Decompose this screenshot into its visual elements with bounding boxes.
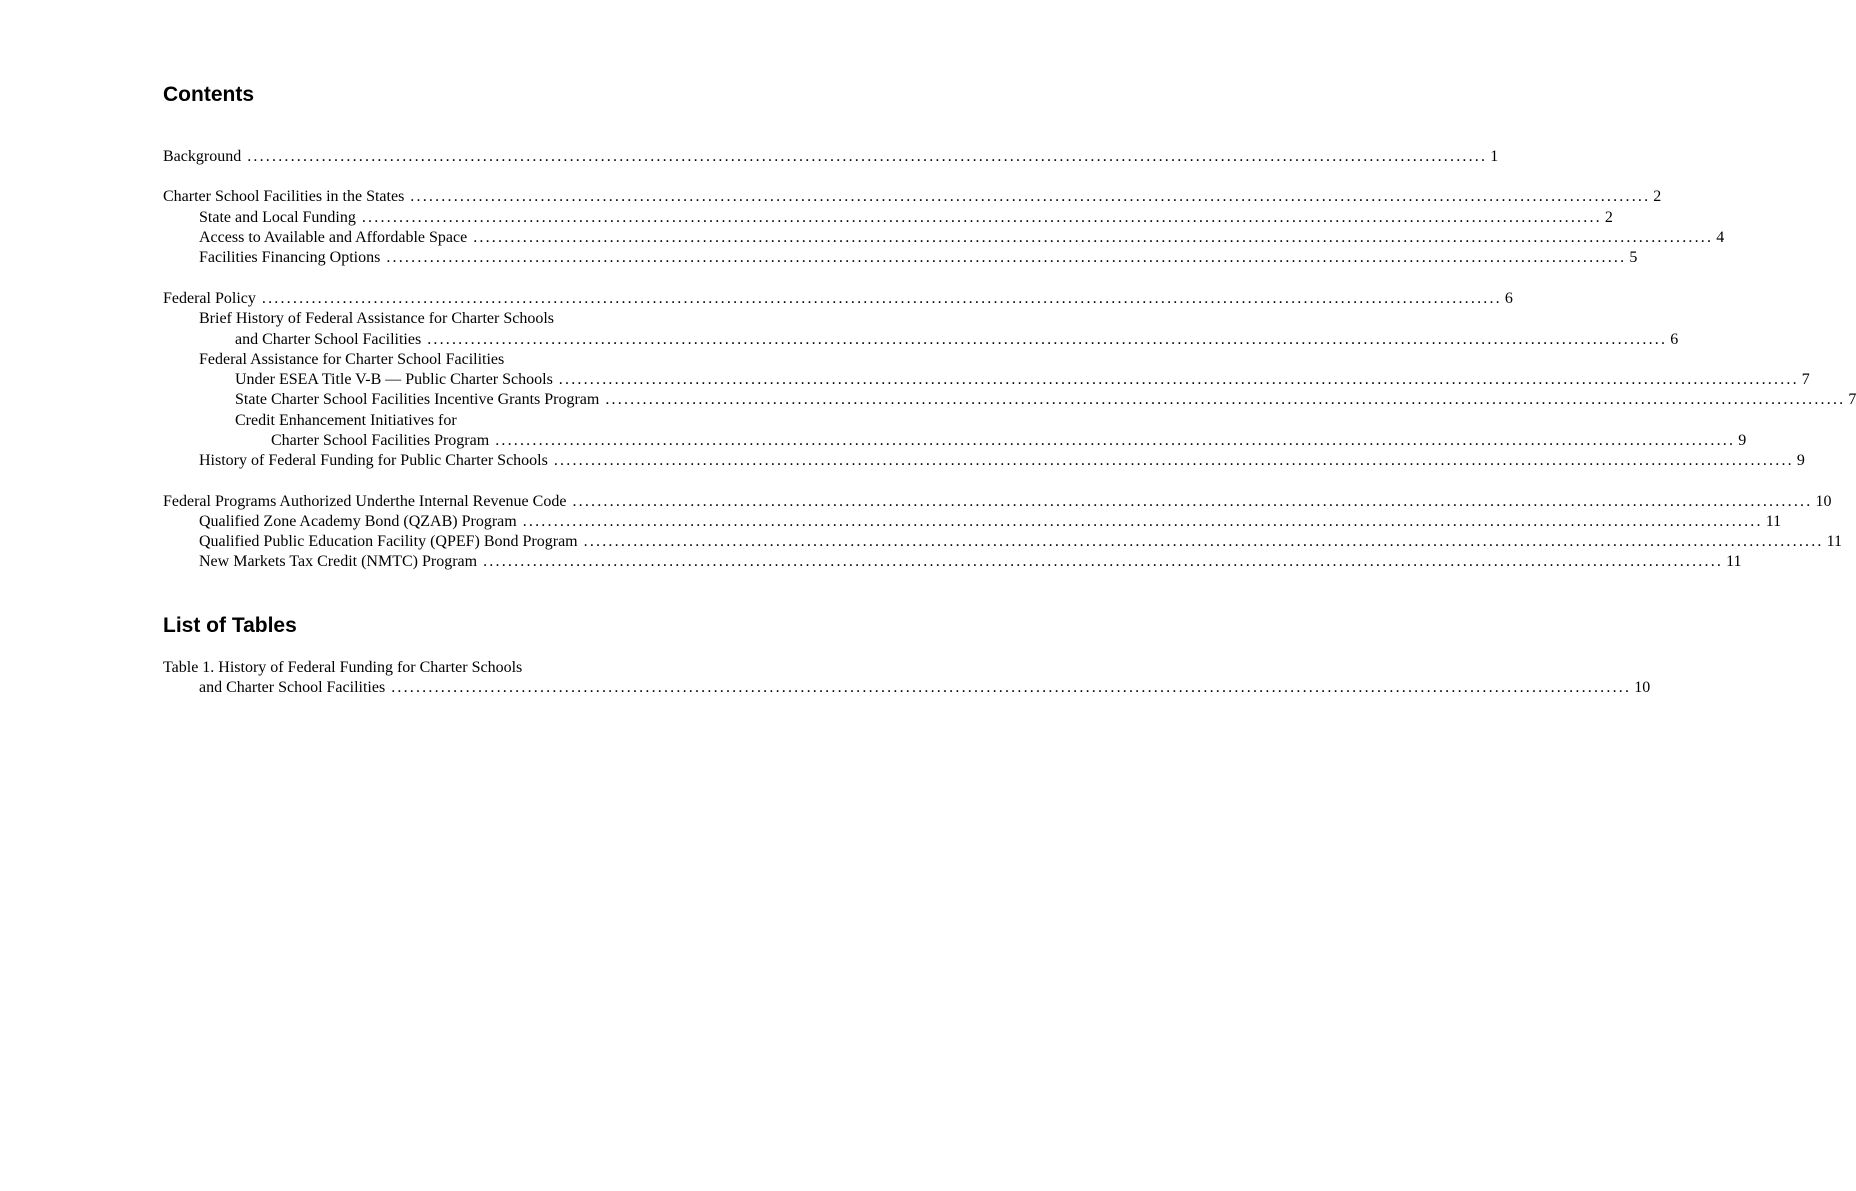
toc-entry-title: Under ESEA Title V-B — Public Charter Schools <box>235 371 553 388</box>
dot-leader: ........................................................................................................................................................................................................ <box>410 188 1651 205</box>
dot-leader: ........................................................................................................................................................................................................ <box>427 331 1668 348</box>
toc-entry-brief-history-line1: Brief History of Federal Assistance for Charter Schools <box>199 310 555 327</box>
dot-leader: ........................................................................................................................................................................................................ <box>605 391 1846 408</box>
toc-entry-page: 7 <box>1801 371 1810 388</box>
dot-leader: ........................................................................................................................................................................................................ <box>583 533 1824 550</box>
toc-entry-title: Charter School Facilities in the States <box>163 188 405 205</box>
toc-entry-title: State and Local Funding <box>199 209 356 226</box>
toc-entry-brief-history-line2 <box>235 330 1679 350</box>
toc-entry-page: 7 <box>1848 391 1856 408</box>
table-entry-line1: Table 1. History of Federal Funding for Charter Schools <box>163 659 523 676</box>
toc-entry-title: Federal Policy <box>163 290 256 307</box>
toc-entry-charter-school-facilities <box>163 187 1662 207</box>
toc-entry-esea-title <box>235 370 1810 390</box>
toc-entry-page: 2 <box>1653 188 1662 205</box>
toc-entry-page: 1 <box>1490 148 1499 165</box>
dot-leader: ........................................................................................................................................................................................................ <box>572 493 1813 510</box>
toc-entry-irc-programs <box>163 492 1832 512</box>
toc-entry-page: 11 <box>1726 553 1742 570</box>
toc-entry-federal-policy <box>163 289 1513 309</box>
list-of-tables-heading: List of Tables <box>163 614 297 637</box>
dot-leader: ........................................................................................................................................................................................................ <box>553 452 1794 469</box>
dot-leader: ........................................................................................................................................................................................................ <box>247 148 1488 165</box>
toc-entry-title: Charter School Facilities Program <box>271 432 490 449</box>
toc-entry-incentive-grants <box>235 390 1856 410</box>
toc-entry-credit-enhancement: Credit Enhancement Initiatives for <box>235 412 457 429</box>
toc-entry-title: Background <box>163 148 242 165</box>
toc-entry-page: 10 <box>1634 679 1651 696</box>
dot-leader: ........................................................................................................................................................................................................ <box>361 209 1602 226</box>
toc-entry-title: Qualified Public Education Facility (QPEF) Bond Program <box>199 533 578 550</box>
toc-entry-title: and Charter School Facilities <box>235 331 422 348</box>
toc-entry-qpef <box>199 532 1843 552</box>
toc-entry-page: 6 <box>1504 290 1513 307</box>
dot-leader: ........................................................................................................................................................................................................ <box>386 249 1627 266</box>
toc-entry-title: History of Federal Funding for Public Charter Schools <box>199 452 548 469</box>
toc-entry-title: Access to Available and Affordable Space <box>199 229 468 246</box>
toc-entry-page: 2 <box>1604 209 1613 226</box>
toc-entry-federal-assistance: Federal Assistance for Charter School Facilities <box>199 351 505 368</box>
dot-leader: ........................................................................................................................................................................................................ <box>558 371 1799 388</box>
toc-entry-page: 4 <box>1716 229 1725 246</box>
toc-entry-facilities-program <box>271 431 1747 451</box>
toc-entry-page: 11 <box>1826 533 1843 550</box>
dot-leader: ........................................................................................................................................................................................................ <box>483 553 1724 570</box>
dot-leader: ........................................................................................................................................................................................................ <box>261 290 1502 307</box>
toc-entry-access-space <box>199 228 1725 248</box>
toc-entry-title: Federal Programs Authorized Underthe Internal Revenue Code <box>163 493 567 510</box>
dot-leader: ........................................................................................................................................................................................................ <box>473 229 1714 246</box>
toc-entry-page: 9 <box>1796 452 1805 469</box>
table-entry-line2 <box>199 678 1651 698</box>
toc-entry-title: State Charter School Facilities Incentive Grants Program <box>235 391 600 408</box>
dot-leader: ........................................................................................................................................................................................................ <box>522 513 1763 530</box>
toc-entry-page: 5 <box>1629 249 1638 266</box>
toc-entry-title: New Markets Tax Credit (NMTC) Program <box>199 553 478 570</box>
toc-entry-page: 6 <box>1670 331 1679 348</box>
toc-entry-title: and Charter School Facilities <box>199 679 386 696</box>
dot-leader: ........................................................................................................................................................................................................ <box>391 679 1632 696</box>
contents-heading: Contents <box>163 83 254 106</box>
toc-entry-background <box>163 147 1499 167</box>
toc-entry-qzab <box>199 512 1782 532</box>
toc-entry-page: 11 <box>1765 513 1782 530</box>
toc-entry-page: 10 <box>1815 493 1832 510</box>
toc-entry-financing-options <box>199 248 1638 268</box>
toc-entry-state-local-funding <box>199 208 1613 228</box>
toc-entry-page: 9 <box>1738 432 1747 449</box>
toc-entry-history-funding <box>199 451 1805 471</box>
toc-entry-nmtc <box>199 552 1742 572</box>
toc-entry-title: Facilities Financing Options <box>199 249 381 266</box>
toc-entry-title: Qualified Zone Academy Bond (QZAB) Program <box>199 513 517 530</box>
dot-leader: ........................................................................................................................................................................................................ <box>495 432 1736 449</box>
